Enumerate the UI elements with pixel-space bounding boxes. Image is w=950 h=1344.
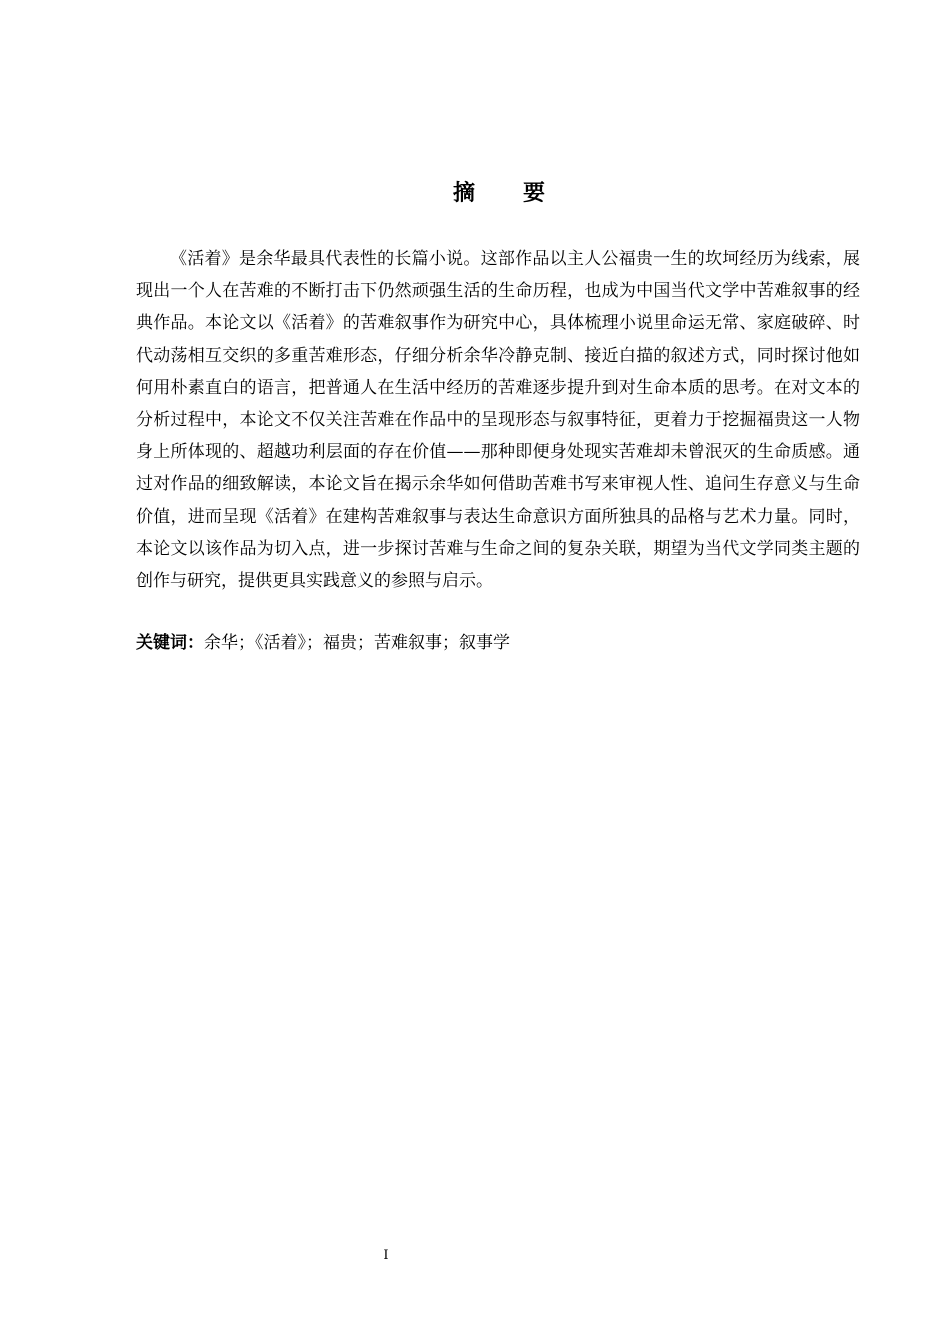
abstract-body [136,243,860,597]
abstract-heading-char-2: 要 [523,181,546,206]
abstract-heading-char-1: 摘 [452,181,475,206]
keywords-text: 余华；《活着》；福贵；苦难叙事；叙事学 [204,633,510,653]
abstract-heading [0,176,950,212]
abstract-paragraph: 《活着》是余华最具代表性的长篇小说。这部作品以主人公福贵一生的坎坷经历为线索，展现出一个人在苦难的不断打击下仍然顽强生活的生命历程，也成为中国当代文学中苦难叙事的经典作品。本论文以《活着》的苦难叙事作为研究中心，具体梳理小说里命运无常、家庭破碎、时代动荡相互交织的多重苦难形态，仔细分析余华冷静克制、接近白描的叙述方式，同时探讨他如何用朴素直白的语言，把普通人在生活中经历的苦难逐步提升到对生命本质的思考。在对文本的分析过程中，本论文不仅关注苦难在作品中的呈现形态与叙事特征，更着力于挖掘福贵这一人物身上所体现的、超越功利层面的存在价值——那种即便身处现实苦难却未曾泯灭的生命质感。通过对作品的细致解读，本论文旨在揭示余华如何借助苦难书写来审视人性、追问生存意义与生命价值，进而呈现《活着》在建构苦难叙事与表达生命意识方面所独具的品格与艺术力量。同时，本论文以该作品为切入点，进一步探讨苦难与生命之间的复杂关联，期望为当代文学同类主题的创作与研究，提供更具实践意义的参照与启示。 [136,249,860,592]
keywords-label: 关键词： [136,633,204,653]
page-number: I [383,1248,389,1263]
keywords-line [136,627,860,659]
